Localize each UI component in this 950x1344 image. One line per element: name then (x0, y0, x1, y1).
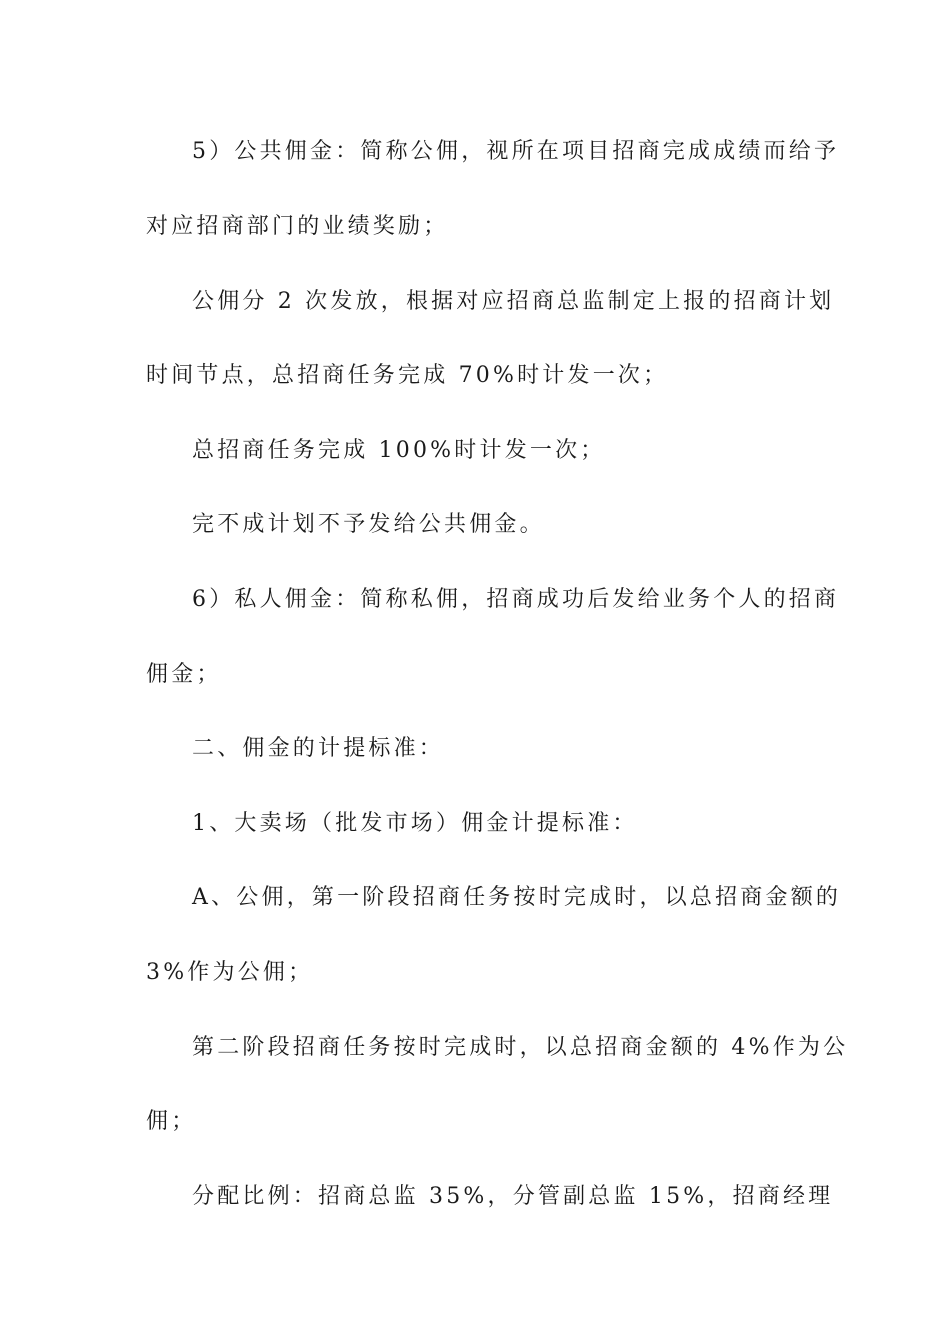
paragraph-line: 3%作为公佣； (146, 960, 314, 985)
subsection-heading: 1、大卖场（批发市场）佣金计提标准： (192, 811, 638, 836)
section-heading: 二、佣金的计提标准： (192, 736, 445, 761)
paragraph-line: 分配比例：招商总监 35%，分管副总监 15%，招商经理 (192, 1184, 834, 1209)
paragraph-line: 完不成计划不予发给公共佣金。 (192, 512, 545, 537)
paragraph-line: 对应招商部门的业绩奖励； (146, 214, 449, 239)
paragraph-line: 公佣分 2 次发放，根据对应招商总监制定上报的招商计划 (192, 289, 835, 314)
paragraph-line: 5）公共佣金：简称公佣，视所在项目招商完成成绩而给予 (192, 139, 840, 164)
paragraph-line: A、公佣，第一阶段招商任务按时完成时，以总招商金额的 (192, 885, 842, 910)
paragraph-line: 时间节点，总招商任务完成 70%时计发一次； (146, 363, 669, 388)
paragraph-line: 佣金； (146, 662, 222, 687)
paragraph-line: 6）私人佣金：简称私佣，招商成功后发给业务个人的招商 (192, 587, 840, 612)
paragraph-line: 第二阶段招商任务按时完成时，以总招商金额的 4%作为公 (192, 1035, 849, 1060)
paragraph-line: 总招商任务完成 100%时计发一次； (192, 438, 606, 463)
paragraph-line: 佣； (146, 1109, 197, 1134)
